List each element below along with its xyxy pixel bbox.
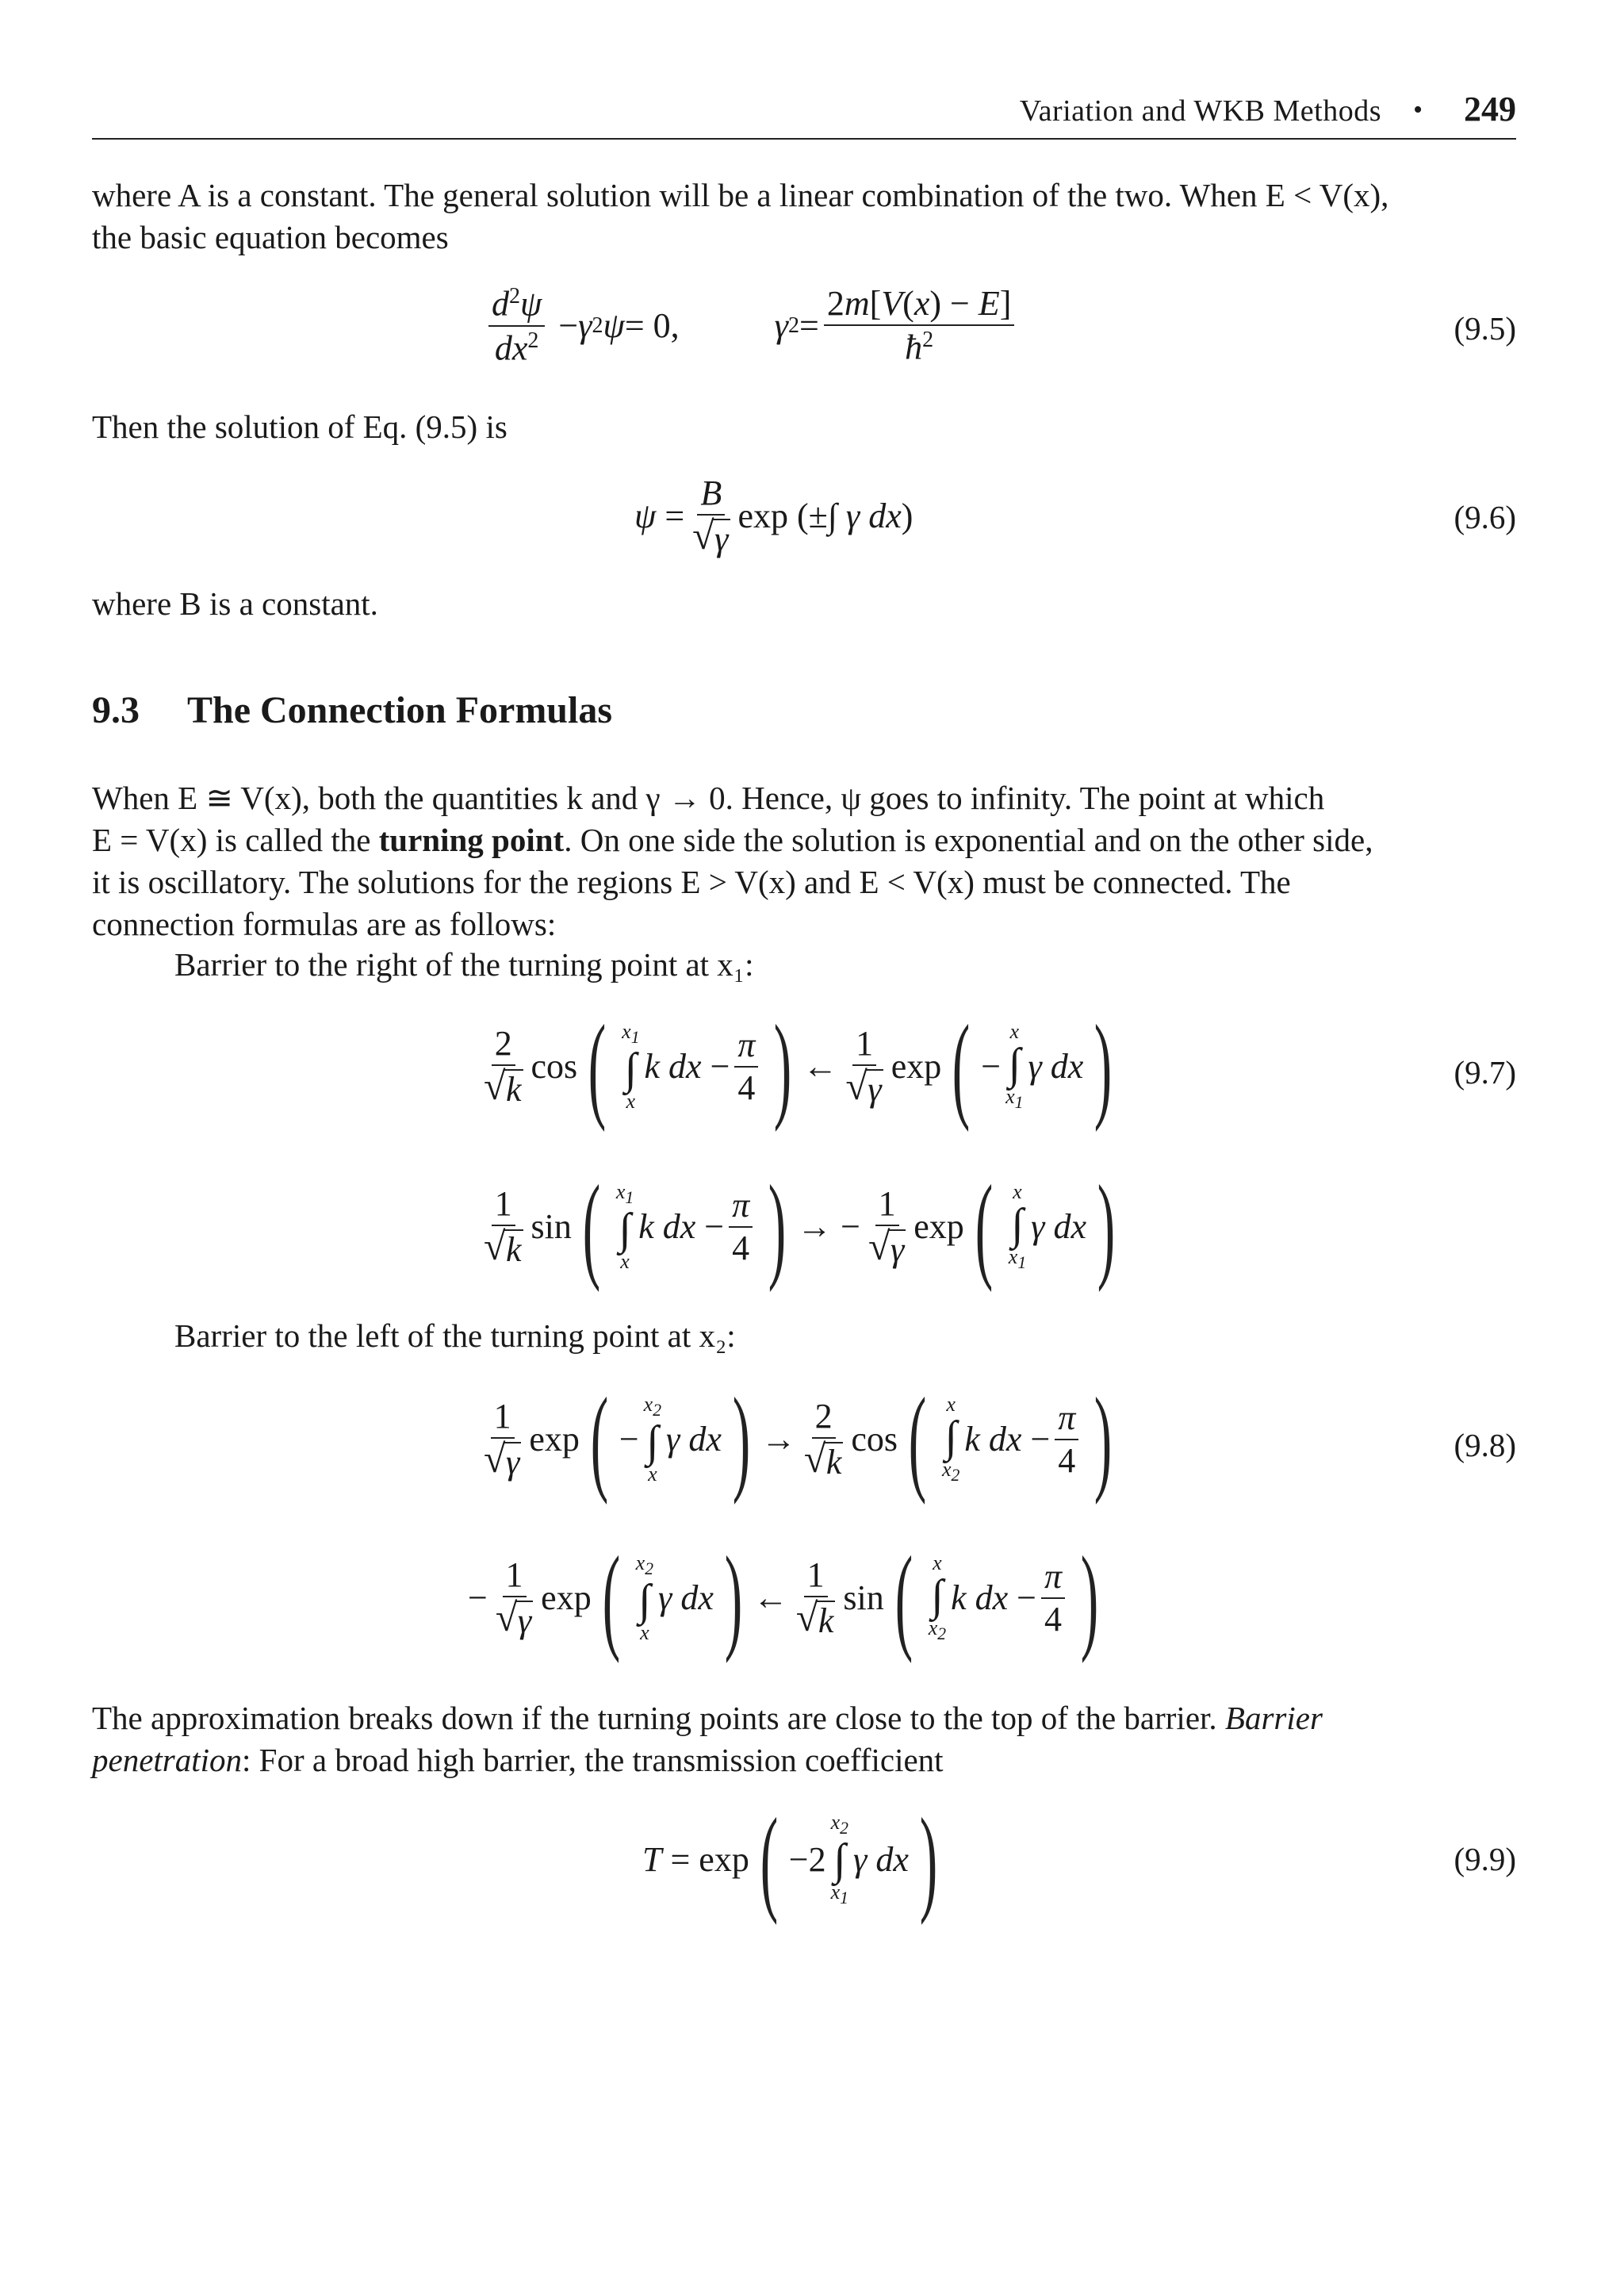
equation-number-9-5: (9.5) xyxy=(1454,310,1516,347)
paragraph-4-line-2-a: E = V(x) is called the xyxy=(92,822,379,858)
paragraph-4-line-2 xyxy=(92,819,1516,861)
equation-9-7-line-1: 2 √ k cos ( $x_1$ ∫ x k dx − $\frac{\pi}{4}$ ) ← 1 √ γ exp ( − x ∫ $x_1$ γ dx ) xyxy=(484,1001,1113,1133)
equation-9-8-line-1: 1 √ γ exp ( − $x_2$ ∫ x γ dx ) → 2 √ k cos ( x ∫ $x_2$ k dx − $\frac{\pi}{4}$ ) xyxy=(484,1374,1113,1505)
barrier-left-label: Barrier to the left of the turning point at x₂: xyxy=(174,1317,736,1354)
paragraph-5-line-2 xyxy=(92,1739,1516,1781)
section-heading xyxy=(92,688,612,732)
paragraph-4-line-1: When E ≅ V(x), both the quantities k and γ → 0. Hence, ψ goes to infinity. The point at which xyxy=(92,780,1325,816)
paragraph-2: Then the solution of Eq. (9.5) is xyxy=(92,408,508,445)
turning-point-term: turning point xyxy=(378,822,565,858)
paragraph-1-line-1: where A is a constant. The general solution will be a linear combination of the two. When E < V(x), xyxy=(92,177,1389,213)
paragraph-1-line-2: the basic equation becomes xyxy=(92,219,449,255)
paragraph-4-line-2-c: . On one side the solution is exponential and on the other side, xyxy=(564,822,1373,858)
paragraph-4-line-3: it is oscillatory. The solutions for the regions E > V(x) and E < V(x) must be connected. The xyxy=(92,864,1291,900)
paragraph-3: where B is a constant. xyxy=(92,585,378,622)
paragraph-5-line-1 xyxy=(92,1697,1516,1739)
paragraph-5-line-1-a: The approximation breaks down if the turning points are close to the top of the barrier. xyxy=(92,1700,1225,1736)
equation-number-9-6: (9.6) xyxy=(1454,499,1516,535)
equation-number-9-8: (9.8) xyxy=(1454,1427,1516,1463)
equation-9-8-line-2: − 1 √ γ exp ( $x_2$ ∫ x γ dx ) ← 1 √ k sin ( x ∫ $x_2$ k dx − $\frac{\pi}{4}$ ) xyxy=(468,1532,1099,1664)
equation-number-9-9: (9.9) xyxy=(1454,1841,1516,1877)
header-title: Variation and WKB Methods xyxy=(1019,94,1381,128)
header-bullet: • xyxy=(1413,95,1423,125)
barrier-term: Barrier xyxy=(1224,1700,1323,1736)
running-header xyxy=(92,89,1516,140)
paragraph-4 xyxy=(92,777,1516,945)
section-number: 9.3 xyxy=(92,689,140,731)
page-number: 249 xyxy=(1464,90,1516,128)
equation-9-7-line-2: 1 √ k sin ( $x_1$ ∫ x k dx − $\frac{\pi}{4}$ ) → − 1 √ γ exp ( x ∫ $x_1$ γ dx ) xyxy=(484,1161,1116,1293)
section-title: The Connection Formulas xyxy=(187,689,613,731)
equation-number-9-7: (9.7) xyxy=(1454,1054,1516,1091)
paragraph-5-line-2-b: : For a broad high barrier, the transmission coefficient xyxy=(242,1742,944,1778)
paragraph-4-line-4: connection formulas are as follows: xyxy=(92,906,557,942)
equation-9-5: $\frac{d^2\psi}{dx^2}$ − γ 2 ψ = 0, γ 2 = $\frac{2m[V(x) - E]}{ħ^2}$ xyxy=(484,286,1019,366)
penetration-term: penetration xyxy=(92,1742,243,1778)
paragraph-1 xyxy=(92,174,1516,259)
equation-9-9: T = exp ( −2 $x_2$ ∫ $x_1$ γ dx ) xyxy=(642,1794,938,1926)
equation-9-6: ψ = B √ γ exp (±∫ γ dx ) xyxy=(634,473,914,558)
barrier-right-label: Barrier to the right of the turning point at x₁: xyxy=(174,946,754,983)
paragraph-5 xyxy=(92,1697,1516,1781)
